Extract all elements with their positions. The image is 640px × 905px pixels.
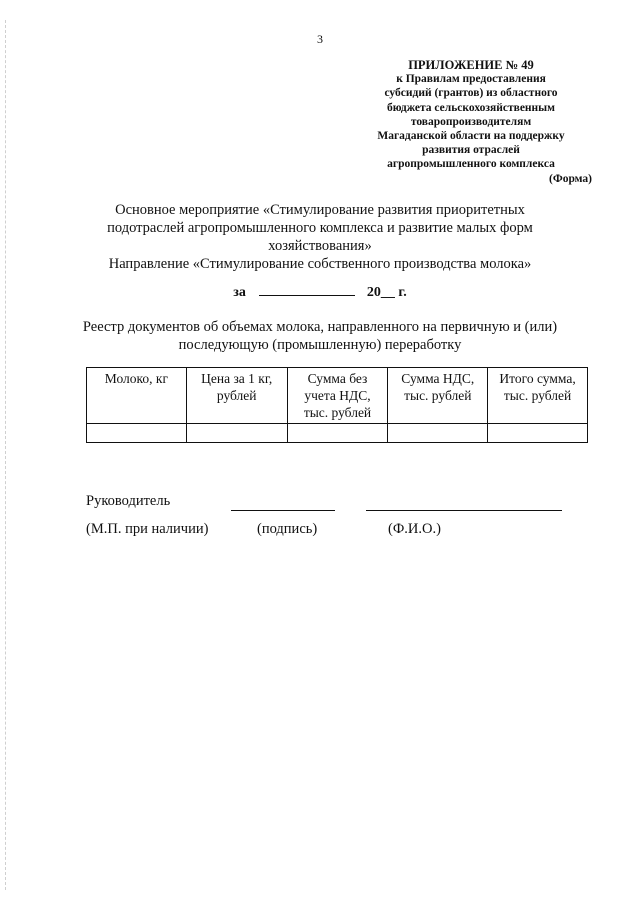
name-caption: (Ф.И.О.)	[388, 521, 441, 537]
registry-title	[60, 318, 580, 354]
registry-line: Реестр документов об объемах молока, направленного на первичную и (или)	[82, 319, 558, 335]
column-header-total: Итого сумма, тыс. рублей	[488, 368, 588, 424]
heading-line: хозяйствования»	[268, 238, 372, 254]
table-cell[interactable]	[87, 424, 187, 443]
form-label: (Форма)	[548, 173, 592, 185]
table-row	[87, 424, 588, 443]
column-header-sum-without-vat: Сумма без учета НДС, тыс. рублей	[287, 368, 388, 424]
appendix-block	[350, 58, 592, 172]
period-line	[0, 285, 640, 301]
heading-line: подотраслей агропромышленного комплекса и развитие малых форм	[107, 220, 533, 236]
column-header-vat: Сумма НДС, тыс. рублей	[388, 368, 488, 424]
appendix-title: ПРИЛОЖЕНИЕ № 49	[408, 58, 534, 72]
table-cell[interactable]	[287, 424, 388, 443]
table-cell[interactable]	[488, 424, 588, 443]
period-prefix: за	[233, 285, 246, 300]
document-heading	[60, 201, 580, 273]
appendix-line: товаропроизводителям	[410, 115, 532, 128]
period-blank[interactable]	[259, 295, 355, 296]
heading-line: Основное мероприятие «Стимулирование развития приоритетных	[115, 202, 525, 218]
column-header-milk: Молоко, кг	[87, 368, 187, 424]
appendix-line: бюджета сельскохозяйственным	[387, 101, 555, 114]
table-header-row	[87, 368, 588, 424]
appendix-line: к Правилам предоставления	[396, 73, 546, 86]
stamp-caption: (М.П. при наличии)	[86, 521, 209, 537]
signatory-label: Руководитель	[86, 493, 171, 509]
appendix-line: субсидий (грантов) из областного	[384, 87, 558, 100]
table-cell[interactable]	[186, 424, 287, 443]
registry-table	[86, 367, 588, 443]
appendix-line: агропромышленного комплекса	[387, 158, 555, 171]
signature-caption: (подпись)	[257, 521, 318, 537]
appendix-line: развития отраслей	[422, 144, 520, 157]
appendix-line: Магаданской области на поддержку	[377, 130, 565, 143]
signature-line[interactable]	[231, 510, 335, 511]
table-cell[interactable]	[388, 424, 488, 443]
registry-line: последующую (промышленную) переработку	[178, 337, 462, 353]
page-margin-line	[5, 20, 6, 890]
column-header-price: Цена за 1 кг, рублей	[186, 368, 287, 424]
page-number: 3	[317, 32, 323, 46]
period-year: 20__ г.	[366, 285, 407, 300]
heading-line: Направление «Стимулирование собственного производства молока»	[108, 256, 532, 272]
name-line[interactable]	[366, 510, 562, 511]
